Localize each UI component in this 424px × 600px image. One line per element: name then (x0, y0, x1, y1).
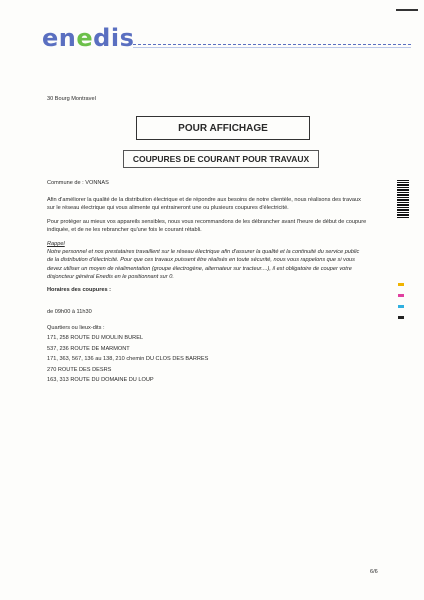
commune: Commune de : VONNAS (47, 180, 109, 186)
page-number: 6/6 (370, 569, 378, 575)
text-line: de la distribution d'électricité. Pour que ces travaux puissent être réalisés en toute sécurité, nous vous rappelons que si vous (47, 257, 355, 264)
places-block (47, 323, 387, 385)
hours-value: de 09h00 à 11h30 (47, 309, 92, 315)
header-rule (133, 44, 411, 45)
header-rule-thin (133, 47, 411, 48)
color-mark-cyan (398, 305, 404, 308)
color-mark-yellow (398, 283, 404, 286)
text-line: Notre personnel et nos prestataires travaillent sur le réseau électrique afin d'assurer la qualité et la continuité du service public (47, 249, 360, 256)
advice-paragraph (47, 218, 387, 234)
text-line: Afin d'améliorer la qualité de la distribution électrique et de répondre aux besoins de notre clientèle, nous réalisons des travaux (47, 197, 361, 203)
color-mark-magenta (398, 294, 404, 297)
list-item: 171, 258 ROUTE DU MOULIN BUREL (47, 335, 144, 342)
text-line: disjoncteur général Enedis en le positionnant sur 0. (47, 273, 174, 280)
barcode (397, 180, 409, 218)
text-line: sur le réseau électrique qui vous alimente qui entraineront une ou plusieurs coupures d'électricité. (47, 205, 289, 212)
text-line: devez utiliser un moyen de réalimentation (groupe électrogène, alternateur sur tracteur....), il est obligatoire de couper votre (47, 265, 352, 272)
page-subtitle: COUPURES DE COURANT POUR TRAVAUX (123, 150, 319, 168)
list-item: 270 ROUTE DES DESRS (47, 366, 112, 373)
hours-heading: Horaires des coupures : (47, 287, 112, 293)
list-item: 171, 363, 567, 136 au 138, 210 chemin DU CLOS DES BARRES (47, 356, 209, 363)
reminder-block (47, 240, 387, 281)
list-item: 537, 236 ROUTE DE MARMONT (47, 345, 130, 352)
scan-mark (396, 9, 418, 11)
intro-paragraph (47, 196, 387, 212)
list-item: 163, 313 ROUTE DU DOMAINE DU LOUP (47, 377, 154, 384)
page-title: POUR AFFICHAGE (136, 116, 310, 140)
address: 30 Bourg Montravel (47, 96, 96, 102)
text-line: Pour protéger au mieux vos appareils sensibles, nous vous recommandons de les débrancher avant l'heure de début de coupure (47, 219, 367, 225)
enedis-logo: enedis (42, 24, 135, 52)
color-mark-black (398, 316, 404, 319)
places-heading: Quartiers ou lieux-dits : (47, 325, 105, 331)
reminder-label: Rappel (47, 241, 65, 247)
text-line: indiquée, et de ne les rebrancher qu'une fois le courant rétabli. (47, 227, 202, 234)
